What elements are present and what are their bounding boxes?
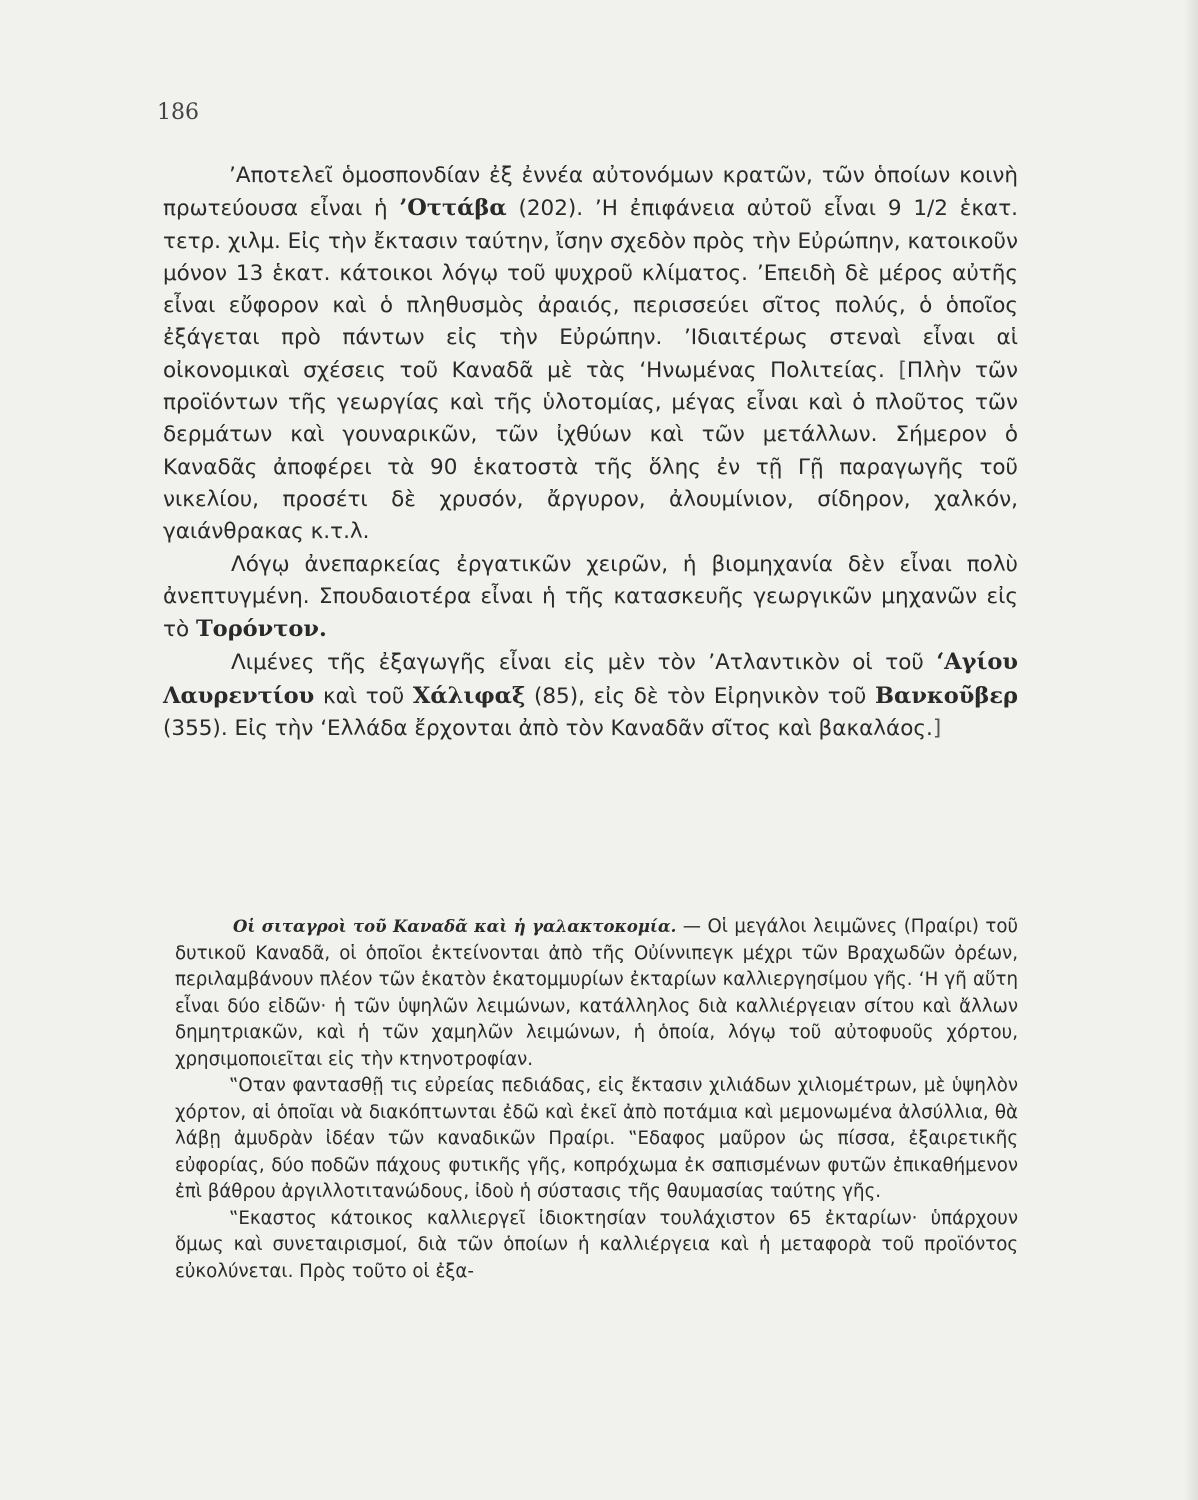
- text-span: Πλὴν τῶν προϊόντων τῆς γεωργίας καὶ τῆς ὑλοτομίας, μέγας εἶναι καὶ ὁ πλοῦτος τῶν δερμάτων καὶ γουναρικῶν, τῶν ἰχθύων καὶ τῶν μετάλλων. Σήμερον ὁ Καναδᾶς ἀποφέρει τὰ 90 ἑκατοστὰ τῆς ὅλης ἐν τῇ Γῇ παραγωγῆς τοῦ νικελίου, προσέτι δὲ χρυσόν, ἄργυρον, ἀλουμίνιον, σίδηρον, χαλκόν, γαιάνθρακας κ.τ.λ.: [163, 357, 1018, 545]
- place-halifax: Χάλιφαξ: [412, 682, 526, 709]
- place-toronto: Τορόντον.: [195, 616, 327, 643]
- text-span: Λόγῳ ἀνεπαρκείας ἐργατικῶν χειρῶν, ἡ βιομηχανία δὲν εἶναι πολὺ ἀνεπτυγμένη. Σπουδαιοτέρα εἶναι ἡ τῆς κατασκευῆς γεωργικῶν μηχανῶν εἰς τὸ: [163, 551, 1018, 643]
- paragraph-prairies: [175, 914, 1018, 1073]
- text-span: ‟Οταν φαντασθῇ τις εὐρείας πεδιάδας, εἰς ἔκτασιν χιλιάδων χιλιομέτρων, μὲ ὑψηλὸν χόρτον, αἱ ὁποῖαι νὰ διακόπτωνται ἐδῶ καὶ ἐκεῖ ἀπὸ ποτάμια καὶ μεμονωμένα ἀλσύλλια, θὰ λάβῃ ἀμυδρὰν ἰδέαν τῶν καναδικῶν Πραίρι. ‟Εδαφος μαῦρον ὡς πίσσα, ἐξαιρετικῆς εὐφορίας, δύο ποδῶν πάχους φυτικῆς γῆς, κοπρόχωμα ἐκ σαπισμένων φυτῶν ἐπικαθήμενον ἐπὶ βάθρου ἀργιλλοτιτανώδους, ἰδοὺ ἡ σύστασις τῆς θαυμασίας ταύτης γῆς.: [175, 1075, 1018, 1202]
- place-ottawa: ’Οττάβα: [399, 195, 507, 222]
- text-span: Λιμένες τῆς ἐξαγωγῆς εἶναι εἰς μὲν τὸν ’Ατλαντικὸν οἱ τοῦ: [231, 650, 937, 676]
- paragraph-prairie-description: [175, 1073, 1018, 1206]
- main-text: [163, 160, 1018, 745]
- text-span: — Οἱ μεγάλοι λειμῶνες (Πραίρι) τοῦ δυτικοῦ Καναδᾶ, οἱ ὁποῖοι ἐκτείνονται ἀπὸ τῆς Οὐίννιπεγκ μέχρι τῶν Βραχωδῶν ὀρέων, περιλαμβάνουν πλέον τῶν ἑκατὸν ἑκατομμυρίων ἐκταρίων καλλιεργησίμου γῆς. ‘Η γῆ αὕτη εἶναι δύο εἰδῶν· ἡ τῶν ὑψηλῶν λειμώνων, κατάλληλος διὰ καλλιέργειαν σίτου καὶ ἄλλων δημητριακῶν, καὶ ἡ τῶν χαμηλῶν λειμώνων, ἡ ὁποία, λόγῳ τοῦ αὐτοφυοῦς χόρτου, χρησιμοποιεῖται εἰς τὴν κτηνοτροφίαν.: [175, 916, 1018, 1070]
- handwritten-bracket-mark: ]: [932, 716, 942, 742]
- text-span: ’Αποτελεῖ ὁμοσπονδίαν ἐξ ἐννέα αὐτονόμων κρατῶν, τῶν ὁποίων κοινὴ πρωτεύουσα εἶναι ἡ: [163, 163, 1018, 222]
- text-span: (355). Εἰς τὴν ‘Ελλάδα ἔρχονται ἀπὸ τὸν Καναδᾶν σῖτος καὶ βακαλάος.: [163, 716, 933, 742]
- place-saint-lawrence: ‘Αγίου Λαυρεντίου: [163, 649, 1018, 709]
- text-span: (202). ’Η ἐπιφάνεια αὐτοῦ εἶναι 9 1/2 ἑκατ. τετρ. χιλμ. Εἰς τὴν ἔκτασιν ταύτην, ἴσην σχεδὸν πρὸς τὴν Εὐρώπην, κατοικοῦν μόνον 13 ἑκατ. κάτοικοι λόγῳ τοῦ ψυχροῦ κλίματος. ’Επειδὴ δὲ μέρος αὐτῆς εἶναι εὔφορον καὶ ὁ πληθυσμὸς ἀραιός, περισσεύει σῖτος πολύς, ὁ ὁποῖος ἐξάγεται πρὸ πάντων εἰς τὴν Εὐρώπην. ’Ιδιαιτέρως στεναὶ εἶναι αἱ οἰκονομικαὶ σχέσεις τοῦ Καναδᾶ μὲ τὰς ‘Ηνωμένας Πολιτείας.: [163, 196, 1019, 383]
- section-heading: Οἱ σιταγροὶ τοῦ Καναδᾶ καὶ ἡ γαλακτοκομία.: [233, 917, 677, 936]
- paragraph-industry: [163, 549, 1018, 647]
- handwritten-bracket-mark: [: [884, 357, 907, 383]
- paragraph-canada-overview: [163, 160, 1018, 549]
- text-span: ‟Εκαστος κάτοικος καλλιεργεῖ ἰδιοκτησίαν τουλάχιστον 65 ἐκταρίων· ὑπάρχουν ὅμως καὶ συνεταιρισμοί, διὰ τῶν ὁποίων ἡ καλλιέργεια καὶ ἡ μεταφορὰ τοῦ προϊόντος εὐκολύνεται. Πρὸς τοῦτο οἱ ἐξα-: [175, 1207, 1018, 1282]
- paragraph-farmers: [175, 1206, 1018, 1286]
- place-vancouver: Βανκοῦβερ: [874, 682, 1018, 709]
- text-span: (85), εἰς δὲ τὸν Εἰρηνικὸν τοῦ: [525, 683, 875, 709]
- text-span: καὶ τοῦ: [314, 683, 413, 709]
- page-edge-shadow: [1184, 0, 1198, 1500]
- page-number: 186: [157, 100, 199, 125]
- small-print-section: [175, 914, 1018, 1285]
- paragraph-ports: [163, 646, 1018, 745]
